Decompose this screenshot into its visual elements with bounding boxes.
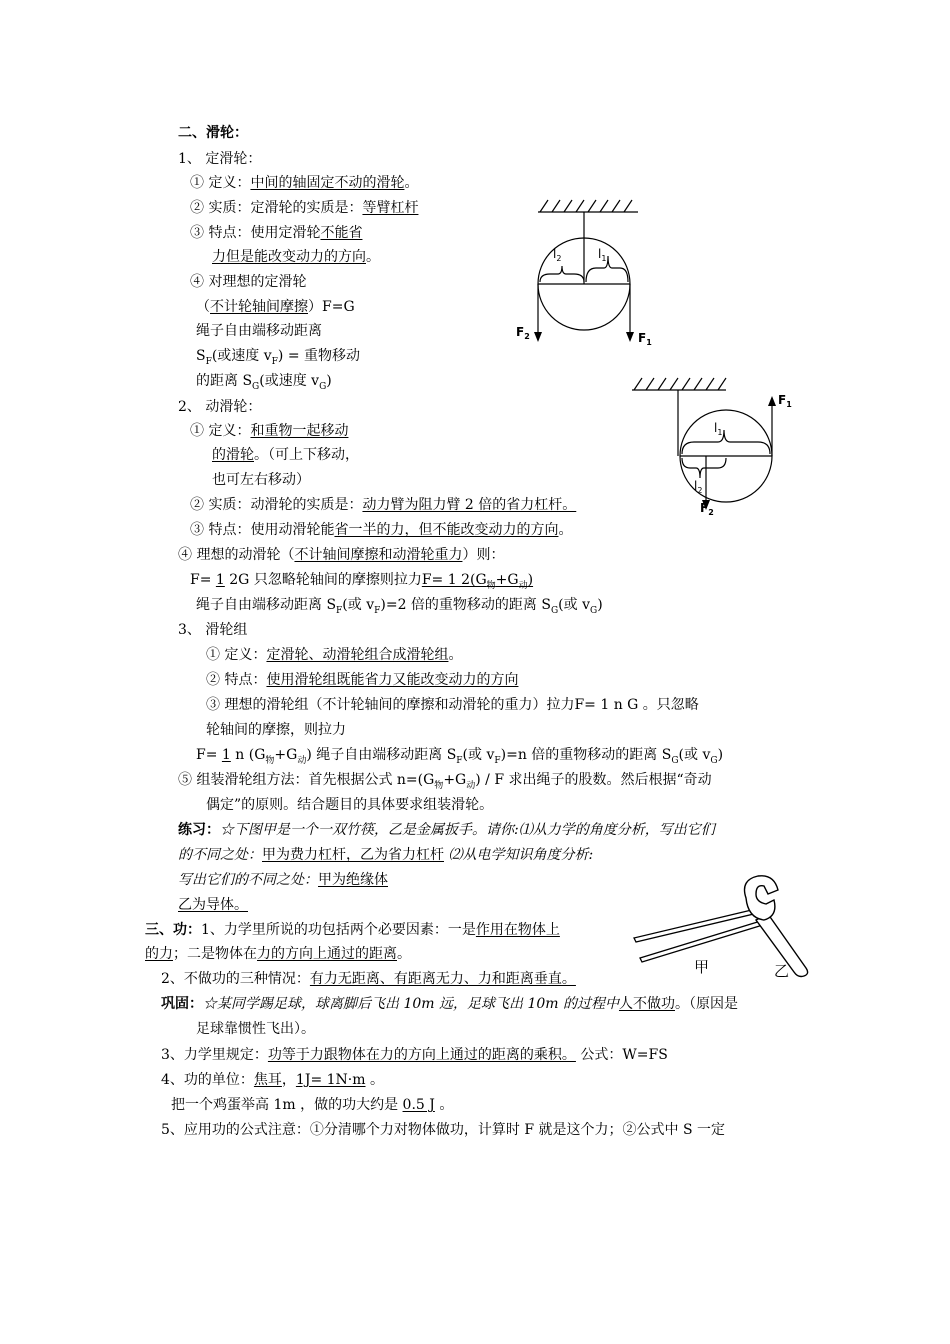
movable-force-f2-label: $F_2$ (700, 501, 714, 517)
fixed-feature-cont: 力但是能改变动力的方向。 (212, 249, 380, 265)
fixed-rope-distance: 绳子自由端移动距离 (196, 323, 322, 339)
exercise-line-1: 练习：☆下图甲是一个一双竹筷，乙是金属扳手。请你:⑴从力学的角度分析，写出它们 (178, 822, 715, 838)
fixed-rope-distance-3: 的距离 $S_G$(或速度 $v_G$) (196, 373, 332, 392)
block-formula: F= 1 n $(G_物+G_动)$ 绳子自由端移动距离 $S_F$(或 $v_F)=n$ 倍的重物移动的距离 $S_G$(或 $v_G$) (196, 747, 724, 766)
movable-essence: ② 实质：动滑轮的实质是：动力臂为阻力臂 2 倍的省力杠杆。 (190, 497, 577, 513)
exercise-line-4: 乙为导体。 (178, 897, 248, 913)
block-assembly: ⑤ 组装滑轮组方法：首先根据公式 $n=(G_物+G_动) / F$ 求出绳子的股数。然后根据“奇动 (178, 772, 712, 791)
block-ideal-2: 轮轴间的摩擦，则拉力 (206, 722, 346, 738)
fixed-arm-l2-label: $l_2$ (553, 247, 562, 263)
tool-label-b: 乙 (774, 962, 790, 978)
movable-arm-l1-label: $l_1$ (714, 421, 723, 437)
fixed-force-f1-label: $F_1$ (638, 331, 652, 347)
movable-ideal: ④ 理想的动滑轮（不计轴间摩擦和动滑轮重力）则： (178, 547, 505, 563)
work-line-4: 巩固：☆某同学踢足球，球离脚后飞出 10m 远，足球飞出 10m 的过程中人不做功。（原因是 (161, 996, 738, 1012)
block-ideal: ③ 理想的滑轮组（不计轮轴间的摩擦和动滑轮的重力）拉力F= 1 n G 。只忽略 (206, 697, 699, 713)
block-assembly-2: 偶定”的原则。结合题目的具体要求组装滑轮。 (206, 797, 494, 813)
block-definition: ① 定义：定滑轮、动滑轮组合成滑轮组。 (206, 647, 463, 663)
movable-force-f1-label: $F_1$ (778, 393, 792, 409)
section2-title: 二、滑轮： (178, 125, 248, 141)
work-line-1: 三、功：1、力学里所说的功包括两个必要因素：一是作用在物体上 (145, 922, 560, 938)
chopsticks-icon (634, 908, 766, 962)
exercise-line-2: 的不同之处：甲为费力杠杆，乙为省力杠杆 ⑵从电学知识角度分析: (178, 847, 594, 863)
fixed-feature: ③ 特点：使用定滑轮不能省 (190, 225, 363, 241)
block-feature: ② 特点：使用滑轮组既能省力又能改变动力的方向 (206, 672, 519, 688)
fixed-essence: ② 实质：定滑轮的实质是：等臂杠杆 (190, 200, 419, 216)
exercise-line-3: 写出它们的不同之处：甲为绝缘体 (178, 872, 388, 888)
work-line-9: 5、应用功的公式注意：①分清哪个力对物体做功，计算时 F 就是这个力；②公式中 S 一定 (161, 1122, 726, 1138)
fixed-force-f2-label: $F_2$ (516, 325, 530, 341)
movable-definition-3: 也可左右移动） (212, 472, 310, 488)
fixed-ideal: ④ 对理想的定滑轮 (190, 274, 307, 290)
movable-definition-2: 的滑轮。（可上下移动， (212, 447, 359, 463)
work-line-2: 的力；二是物体在力的方向上通过的距离。 (145, 946, 411, 962)
fixed-pulley-heading: 1、 定滑轮： (178, 151, 262, 167)
movable-pulley-heading: 2、 动滑轮： (178, 399, 262, 415)
work-line-8: 把一个鸡蛋举高 1m ，做的功大约是 0.5 J 。 (171, 1097, 454, 1113)
movable-definition: ① 定义：和重物一起移动 (190, 423, 349, 439)
work-line-7: 4、功的单位：焦耳，1J= 1N·m 。 (161, 1072, 384, 1088)
movable-rope-distance: 绳子自由端移动距离 $S_F$(或 $v_F)=2$ 倍的重物移动的距离 $S_G$(或 $v_G$) (196, 597, 603, 616)
block-heading: 3、 滑轮组 (178, 622, 248, 638)
fixed-ideal-formula: （不计轮轴间摩擦）F=G (196, 299, 355, 315)
tool-label-a: 甲 (694, 958, 710, 976)
movable-ideal-formula: F= 1 2G 只忽略轮轴间的摩擦则拉力F= 1 $2(G_物+G_动)$ (190, 572, 534, 591)
movable-feature: ③ 特点：使用动滑轮能省一半的力，但不能改变动力的方向。 (190, 522, 573, 538)
fixed-pulley-diagram (510, 196, 660, 356)
tools-diagram (628, 872, 824, 978)
fixed-rope-distance-2: $S_F$(或速度 $v_F$) = 重物移动 (196, 348, 361, 367)
fixed-definition: ① 定义：中间的轴固定不动的滑轮。 (190, 175, 419, 191)
movable-arm-l2-label: $l_2$ (694, 479, 703, 495)
movable-pulley-diagram (626, 374, 806, 522)
work-line-3: 2、不做功的三种情况：有力无距离、有距离无力、力和距离垂直。 (161, 971, 576, 987)
work-line-5: 足球靠惯性飞出）。 (196, 1021, 315, 1037)
fixed-arm-l1-label: $l_1$ (598, 247, 607, 263)
work-line-6: 3、力学里规定：功等于力跟物体在力的方向上通过的距离的乘积。 公式：W=FS (161, 1047, 668, 1063)
